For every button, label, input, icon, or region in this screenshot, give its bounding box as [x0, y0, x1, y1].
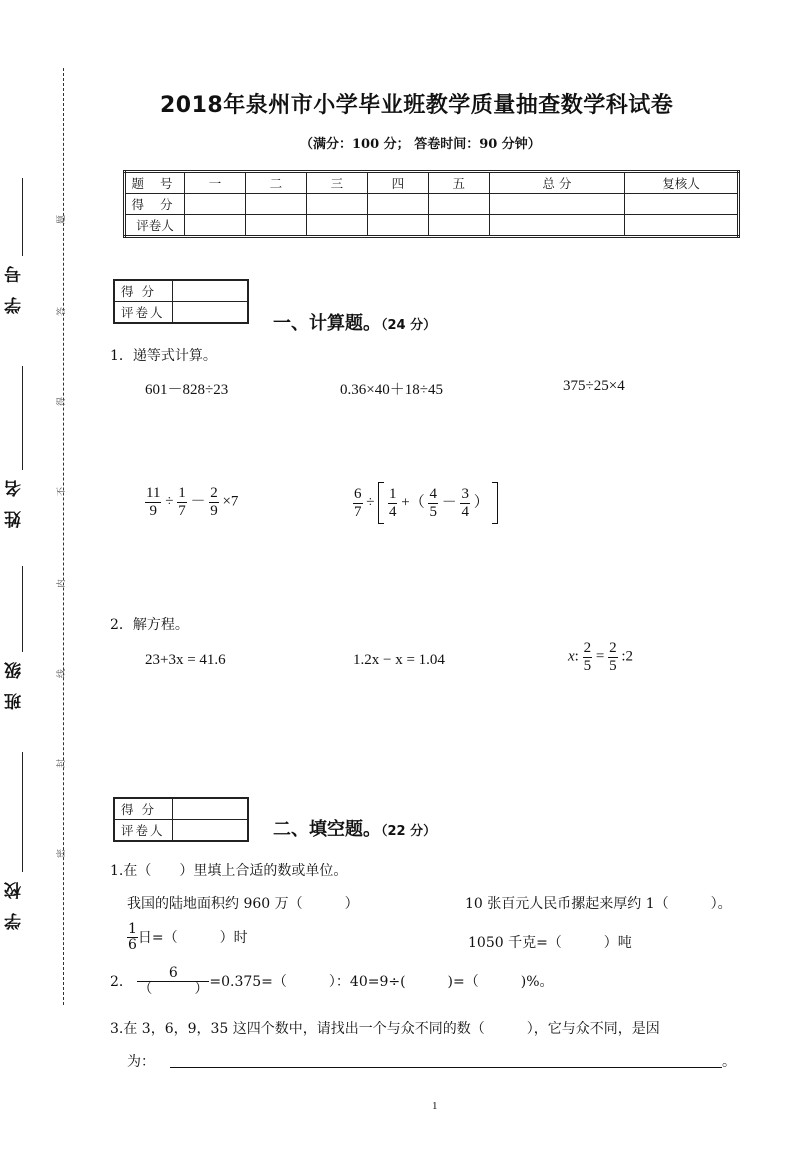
- answer-blank-line[interactable]: [170, 1067, 722, 1068]
- fraction-expression-2: $\frac{6}{7}$ ÷ $\frac{1}{4}$ +（ $\frac{4}{5}$ － $\frac{3}{4}$ ）: [353, 482, 498, 524]
- q2-label: 2．解方程。: [110, 617, 189, 633]
- section2-title-text: 二、填空题。: [273, 819, 381, 840]
- fill-q3-line2: 为：: [127, 1054, 155, 1070]
- table-cell: 二: [245, 172, 306, 194]
- table-cell: 五: [428, 172, 489, 194]
- school-label: 学 校: [5, 878, 25, 930]
- score-box-value[interactable]: [173, 280, 249, 302]
- table-header-row: [125, 172, 739, 194]
- table-cell: 四: [367, 172, 428, 194]
- calc-expression: 601－828÷23: [145, 382, 229, 398]
- grader-cell[interactable]: [428, 215, 489, 237]
- seal-char: 得: [57, 396, 68, 407]
- class-label: 班 级: [5, 658, 25, 710]
- seal-char: 密: [57, 848, 68, 859]
- calc-expression: 0.36×40＋18÷45: [340, 382, 443, 398]
- student-name-label: 姓 名: [5, 476, 25, 528]
- grader-cell[interactable]: [367, 215, 428, 237]
- fill-q3-line1: 3.在 3，6，9，35 这四个数中，请找出一个与众不同的数（ ），它与众不同，是因: [110, 1021, 660, 1037]
- student-name-line: [22, 366, 23, 470]
- table-cell: 三: [306, 172, 367, 194]
- table-row: [125, 194, 739, 215]
- seal-char: 封: [57, 758, 68, 769]
- grader-cell[interactable]: [489, 215, 624, 237]
- score-box-value[interactable]: [173, 302, 249, 324]
- fill-q1-d: 1050 千克=（ ）吨: [468, 935, 632, 951]
- section1-title-text: 一、计算题。: [273, 313, 381, 334]
- score-box-label: 评卷人: [114, 820, 173, 842]
- grader-cell[interactable]: [625, 215, 739, 237]
- fill-q1-c: $\frac{1}{6}$ 日=（ ）时: [128, 921, 248, 954]
- score-cell[interactable]: [245, 194, 306, 215]
- summary-score-table: [123, 170, 740, 238]
- binding-dashed-line: [63, 68, 64, 1005]
- fill-q1-label: 1.在（ ）里填上合适的数或单位。: [110, 863, 348, 879]
- score-cell[interactable]: [185, 194, 246, 215]
- seal-char: 不: [57, 486, 68, 497]
- section1-title: [273, 309, 436, 335]
- school-line: [22, 752, 23, 872]
- fill-q2: 2． $\frac{6}{( )}$ =0.375=（ ）：40=9÷( )=（ )%。: [110, 965, 554, 998]
- section1-points: （24 分）: [381, 318, 437, 333]
- seal-char: 答: [57, 306, 68, 317]
- table-cell: 复核人: [625, 172, 739, 194]
- equation: 23+3x = 41.6: [145, 652, 226, 668]
- score-cell[interactable]: [625, 194, 739, 215]
- seal-char: 题: [57, 214, 68, 225]
- fill-q1-b: 10 张百元人民币摞起来厚约 1（ ）。: [465, 896, 732, 912]
- student-id-label: 学 号: [5, 262, 25, 314]
- table-row: [125, 215, 739, 237]
- page-number: 1: [432, 1100, 438, 1112]
- equation: 1.2x − x = 1.04: [353, 652, 445, 668]
- exam-title: 2018年泉州市小学毕业班教学质量抽查数学科试卷: [160, 93, 674, 118]
- grader-cell[interactable]: [245, 215, 306, 237]
- score-cell[interactable]: [367, 194, 428, 215]
- grader-cell[interactable]: [185, 215, 246, 237]
- fill-q3-end: 。: [722, 1054, 736, 1070]
- score-cell[interactable]: [489, 194, 624, 215]
- seal-char: 线: [57, 668, 68, 679]
- calc-expression: 375÷25×4: [563, 378, 625, 394]
- score-box-value[interactable]: [173, 798, 249, 820]
- table-cell: 一: [185, 172, 246, 194]
- fraction-expression-1: $\frac{11}{9}$ ÷ $\frac{1}{7}$ － $\frac{2}{9}$ ×7: [146, 485, 239, 519]
- section2-title: [273, 815, 436, 841]
- table-cell: 评卷人: [125, 215, 185, 237]
- table-cell: 总 分: [489, 172, 624, 194]
- section2-score-box: [113, 797, 249, 842]
- q1-label: 1．递等式计算。: [110, 348, 217, 364]
- score-cell[interactable]: [428, 194, 489, 215]
- class-line: [22, 566, 23, 652]
- student-id-line: [22, 178, 23, 256]
- exam-subtitle: （满分：100 分； 答卷时间：90 分钟）: [300, 137, 541, 152]
- score-box-label: 得 分: [114, 280, 173, 302]
- ratio-equation: x: $\frac{2}{5}$ = $\frac{2}{5}$ :2: [568, 640, 633, 674]
- table-cell: 题 号: [125, 172, 185, 194]
- table-cell: 得 分: [125, 194, 185, 215]
- section2-points: （22 分）: [381, 824, 437, 839]
- grader-cell[interactable]: [306, 215, 367, 237]
- fill-q1-a: 我国的陆地面积约 960 万（ ）: [127, 896, 359, 912]
- score-box-value[interactable]: [173, 820, 249, 842]
- section1-score-box: [113, 279, 249, 324]
- score-cell[interactable]: [306, 194, 367, 215]
- score-box-label: 得 分: [114, 798, 173, 820]
- seal-char: 内: [57, 578, 68, 589]
- score-box-label: 评卷人: [114, 302, 173, 324]
